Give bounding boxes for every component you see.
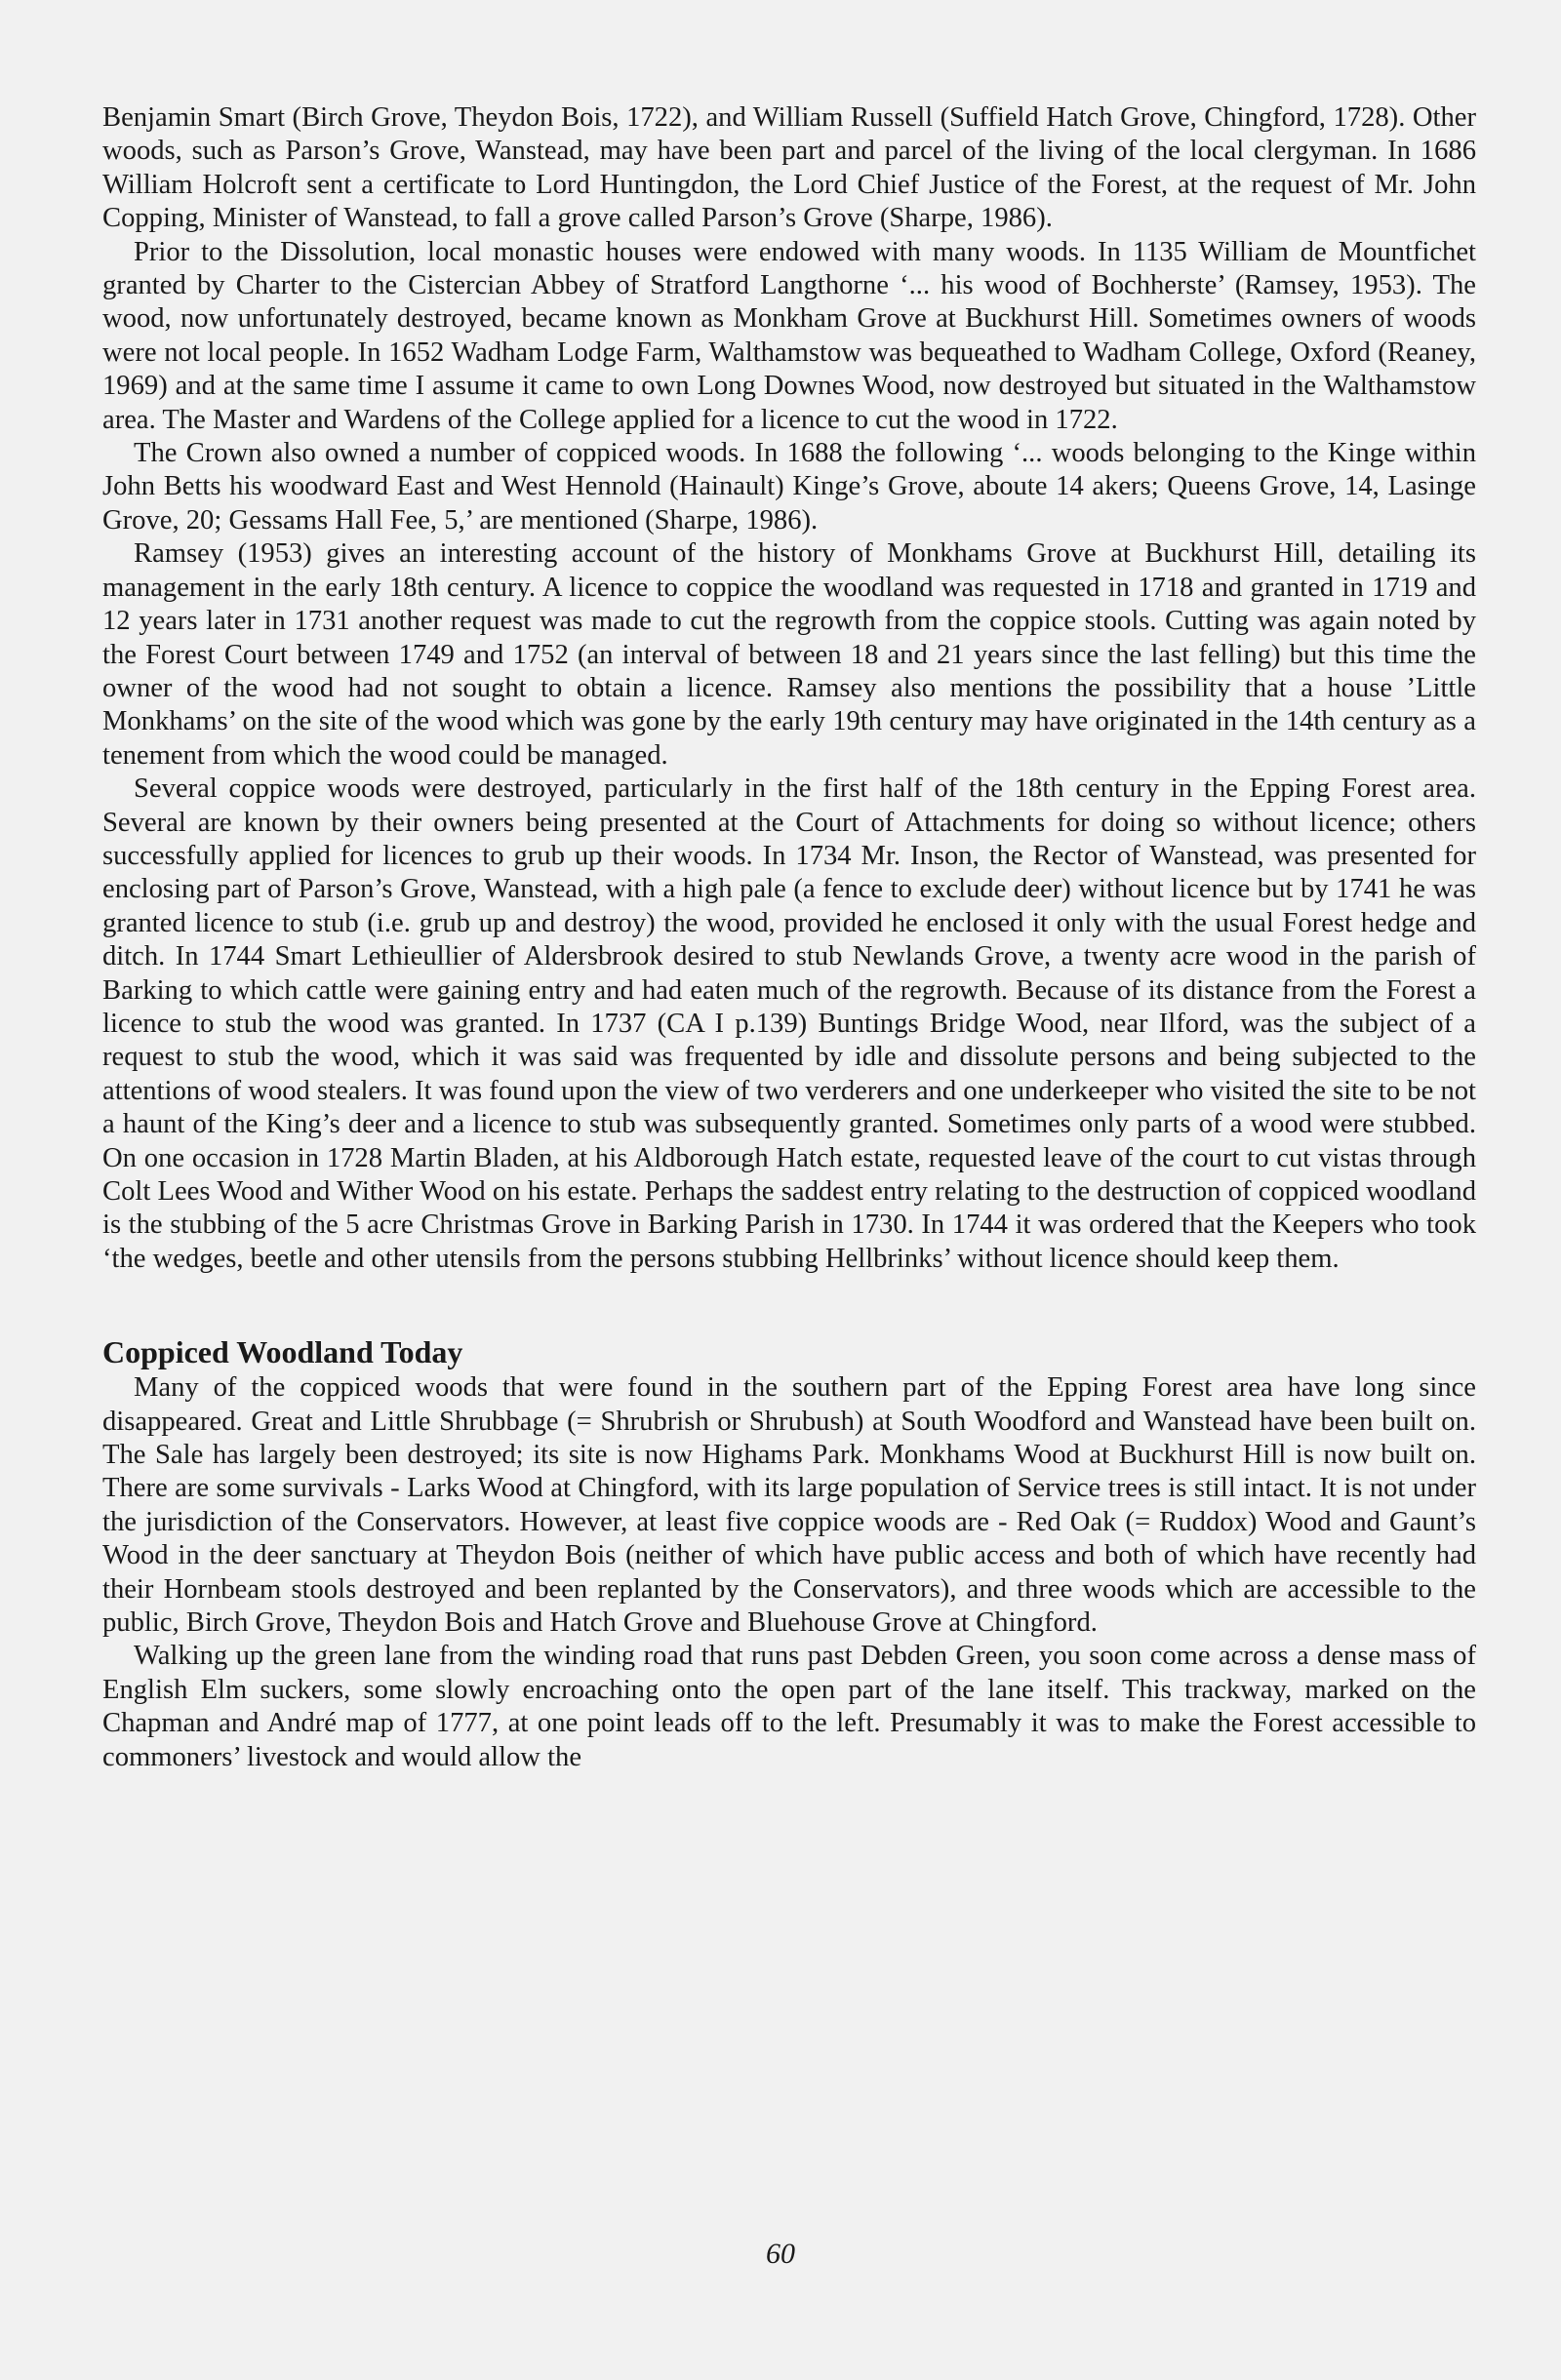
paragraph: The Crown also owned a number of coppiced woods. In 1688 the following ‘... woods belonging to the Kinge within John Betts his woodward East and West Hennold (Hainault) Kinge’s Grove, aboute 14 akers; Queens Grove, 14, Lasinge Grove, 20; Gessams Hall Fee, 5,’ are mentioned (Sharpe, 1986). xyxy=(102,438,1476,536)
paragraph: Ramsey (1953) gives an interesting account of the history of Monkhams Grove at Buckhurst Hill, detailing its management in the early 18th century. A licence to coppice the woodland was requested in 1718 and granted in 1719 and 12 years later in 1731 another request was made to cut the regrowth from the coppice stools. Cutting was again noted by the Forest Court between 1749 and 1752 (an interval of between 18 and 21 years since the last felling) but this time the owner of the wood had not sought to obtain a licence. Ramsey also mentions the possibility that a house ’Little Monkhams’ on the site of the wood which was gone by the early 19th century may have originated in the 14th century as a tenement from which the wood could be managed. xyxy=(102,538,1476,771)
paragraph: Several coppice woods were destroyed, particularly in the first half of the 18th century in the Epping Forest area. Several are known by their owners being presented at the Court of Attachments for doing so without licence; others successfully applied for licences to grub up their woods. In 1734 Mr. Inson, the Rector of Wanstead, was presented for enclosing part of Parson’s Grove, Wanstead, with a high pale (a fence to exclude deer) without licence but by 1741 he was granted licence to stub (i.e. grub up and destroy) the wood, provided he enclosed it only with the usual Forest hedge and ditch. In 1744 Smart Lethieullier of Aldersbrook desired to stub Newlands Grove, a twenty acre wood in the parish of Barking to which cattle were gaining entry and had eaten much of the regrowth. Because of its distance from the Forest a licence to stub the wood was granted. In 1737 (CA I p.139) Buntings Bridge Wood, near Ilford, was the subject of a request to stub the wood, which it was said was frequented by idle and dissolute persons and being subjected to the attentions of wood stealers. It was found upon the view of two verderers and one underkeeper who visited the site to be not a haunt of the King’s deer and a licence to stub was subsequently granted. Sometimes only parts of a wood were stubbed. On one occasion in 1728 Martin Bladen, at his Aldborough Hatch estate, requested leave of the court to cut vistas through Colt Lees Wood and Wither Wood on his estate. Perhaps the saddest entry relating to the destruction of coppiced woodland is the stubbing of the 5 acre Christmas Grove in Barking Parish in 1730. In 1744 it was ordered that the Keepers who took ‘the wedges, beetle and other utensils from the persons stubbing Hellbrinks’ without licence should keep them. xyxy=(102,774,1476,1274)
paragraph: Walking up the green lane from the winding road that runs past Debden Green, you soon come across a dense mass of English Elm suckers, some slowly encroaching onto the open part of the lane itself. This trackway, marked on the Chapman and André map of 1777, at one point leads off to the left. Presumably it was to make the Forest accessible to commoners’ livestock and would allow the xyxy=(102,1641,1476,1772)
paragraph: Prior to the Dissolution, local monastic houses were endowed with many woods. In 1135 William de Mountfichet granted by Charter to the Cistercian Abbey of Stratford Langthorne ‘... his wood of Bochherste’ (Ramsey, 1953). The wood, now unfortunately destroyed, became known as Monkham Grove at Buckhurst Hill. Sometimes owners of woods were not local people. In 1652 Wadham Lodge Farm, Walthamstow was bequeathed to Wadham College, Oxford (Reaney, 1969) and at the same time I assume it came to own Long Downes Wood, now destroyed but situated in the Walthamstow area. The Master and Wardens of the College applied for a licence to cut the wood in 1722. xyxy=(102,236,1476,435)
page-body xyxy=(102,101,1476,1774)
paragraph: Benjamin Smart (Birch Grove, Theydon Bois, 1722), and William Russell (Suffield Hatch Grove, Chingford, 1728). Other woods, such as Parson’s Grove, Wanstead, may have been part and parcel of the living of the local clergyman. In 1686 William Holcroft sent a certificate to Lord Huntingdon, the Lord Chief Justice of the Forest, at the request of Mr. John Copping, Minister of Wanstead, to fall a grove called Parson’s Grove (Sharpe, 1986). xyxy=(102,102,1476,234)
page-number: 60 xyxy=(766,2238,795,2270)
paragraph: Many of the coppiced woods that were found in the southern part of the Epping Forest area have long since disappeared. Great and Little Shrubbage (= Shrubrish or Shrubush) at South Woodford and Wanstead have been built on. The Sale has largely been destroyed; its site is now Highams Park. Monkhams Wood at Buckhurst Hill is now built on. There are some survivals - Larks Wood at Chingford, with its large population of Service trees is still intact. It is not under the jurisdiction of the Conservators. However, at least five coppice woods are - Red Oak (= Ruddox) Wood and Gaunt’s Wood in the deer sanctuary at Theydon Bois (neither of which have public access and both of which have recently had their Hornbeam stools destroyed and been replanted by the Conservators), and three woods which are accessible to the public, Birch Grove, Theydon Bois and Hatch Grove and Bluehouse Grove at Chingford. xyxy=(102,1372,1476,1639)
section-heading: Coppiced Woodland Today xyxy=(102,1334,463,1370)
